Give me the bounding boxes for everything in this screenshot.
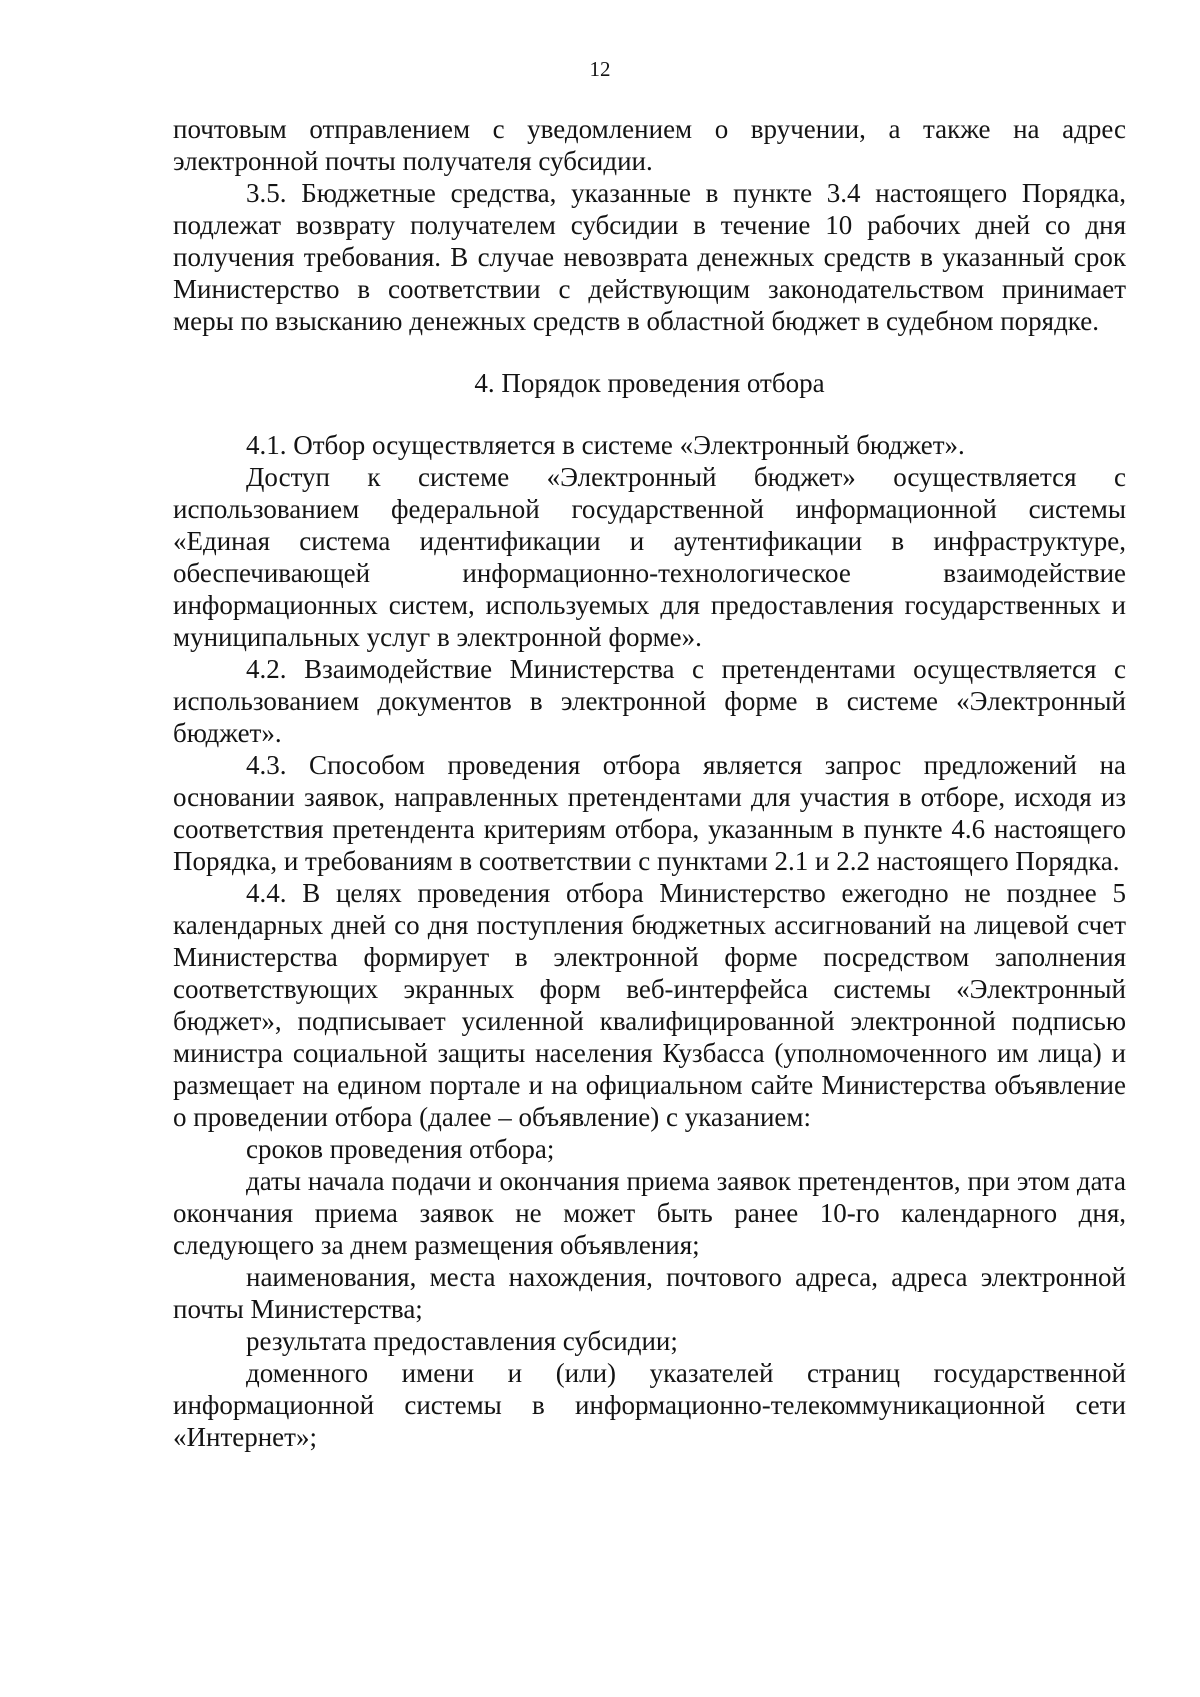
- paragraph-4-1: 4.1. Отбор осуществляется в системе «Электронный бюджет».: [246, 430, 965, 460]
- list-item-domain: доменного имени и (или) указателей страниц государственной информационной системы в информационно-телекоммуникационной сети «Интернет»;: [173, 1358, 1126, 1452]
- section-heading: 4. Порядок проведения отбора: [474, 368, 825, 398]
- paragraph-4-3: 4.3. Способом проведения отбора является запрос предложений на основании заявок, направленных претендентами для участия в отборе, исходя из соответствия претендента критериям отбора, указанным в пункте 4.6 настоящего Порядка, и требованиям в соответствии с пунктами 2.1 и 2.2 настоящего Порядка.: [173, 750, 1126, 876]
- page-number: 12: [589, 57, 611, 81]
- paragraph-continuation: почтовым отправлением с уведомлением о вручении, а также на адрес электронной почты получателя субсидии.: [173, 114, 1126, 176]
- paragraph-access: Доступ к системе «Электронный бюджет» осуществляется с использованием федеральной государственной информационной системы «Единая система идентификации и аутентификации в инфраструктуре, обеспечивающей информационно-технологическое взаимодействие информационных систем, используемых для предоставления государственных и муниципальных услуг в электронной форме».: [173, 462, 1126, 652]
- list-item-result: результата предоставления субсидии;: [246, 1326, 678, 1356]
- list-item-dates: даты начала подачи и окончания приема заявок претендентов, при этом дата окончания приема заявок не может быть ранее 10-го календарного дня, следующего за днем размещения объявления;: [173, 1166, 1126, 1260]
- paragraph-4-4: 4.4. В целях проведения отбора Министерство ежегодно не позднее 5 календарных дней со дня поступления бюджетных ассигнований на лицевой счет Министерства формирует в электронной форме посредством заполнения соответствующих экранных форм веб-интерфейса системы «Электронный бюджет», подписывает усиленной квалифицированной электронной подписью министра социальной защиты населения Кузбасса (уполномоченного им лица) и размещает на едином портале и на официальном сайте Министерства объявление о проведении отбора (далее – объявление) с указанием:: [173, 878, 1126, 1132]
- list-item-address: наименования, места нахождения, почтового адреса, адреса электронной почты Министерства;: [173, 1262, 1126, 1324]
- list-item-terms: сроков проведения отбора;: [246, 1134, 555, 1164]
- paragraph-4-2: 4.2. Взаимодействие Министерства с претендентами осуществляется с использованием документов в электронной форме в системе «Электронный бюджет».: [173, 654, 1126, 748]
- paragraph-3-5: 3.5. Бюджетные средства, указанные в пункте 3.4 настоящего Порядка, подлежат возврату получателем субсидии в течение 10 рабочих дней со дня получения требования. В случае невозврата денежных средств в указанный срок Министерство в соответствии с действующим законодательством принимает меры по взысканию денежных средств в областной бюджет в судебном порядке.: [173, 178, 1126, 336]
- document-body: [173, 113, 1126, 1453]
